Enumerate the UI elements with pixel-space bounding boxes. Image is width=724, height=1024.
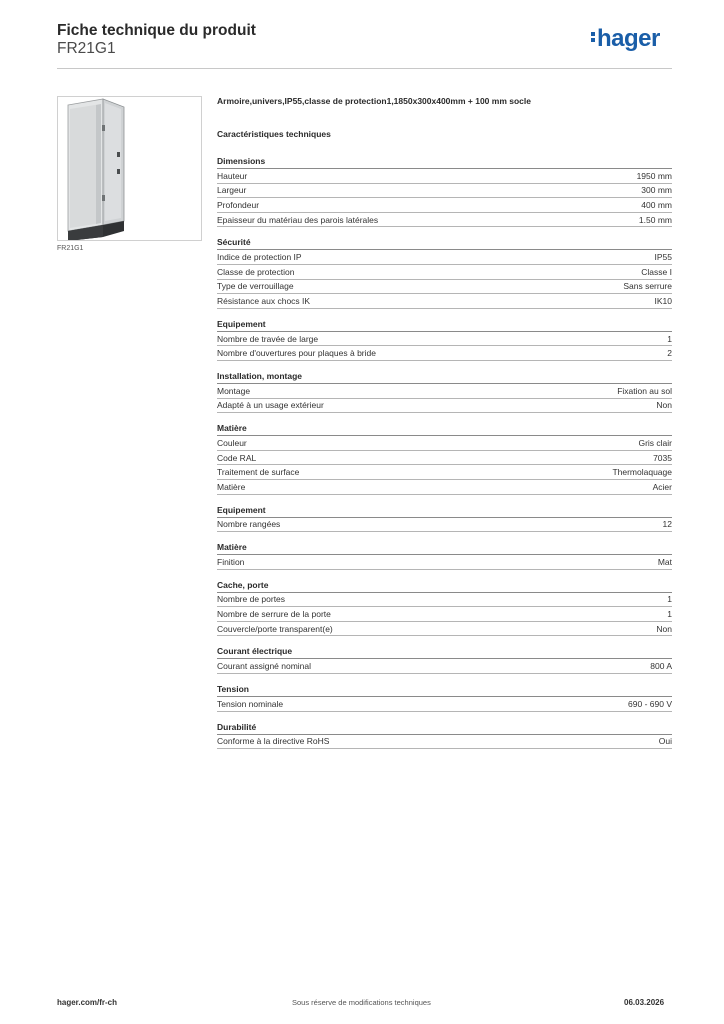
spec-label: Hauteur bbox=[217, 170, 248, 181]
spec-label: Nombre rangées bbox=[217, 519, 281, 530]
spec-row bbox=[217, 697, 672, 712]
spec-label: Traitement de surface bbox=[217, 467, 300, 478]
tech-characteristics-heading: Caractéristiques techniques bbox=[217, 129, 331, 139]
spec-row bbox=[217, 451, 672, 466]
spec-value: IP55 bbox=[654, 252, 672, 263]
spec-value: 1 bbox=[667, 333, 672, 344]
spec-label: Nombre de travée de large bbox=[217, 333, 319, 344]
spec-row bbox=[217, 593, 672, 608]
spec-row bbox=[217, 607, 672, 622]
spec-value: 1.50 mm bbox=[638, 214, 672, 225]
spec-label: Couleur bbox=[217, 437, 247, 448]
product-reference: FR21G1 bbox=[57, 40, 116, 57]
spec-label: Largeur bbox=[217, 185, 247, 196]
spec-row bbox=[217, 294, 672, 309]
section-title: Equipement bbox=[217, 505, 672, 518]
spec-row bbox=[217, 213, 672, 228]
spec-section bbox=[217, 423, 672, 494]
footer-date: 06.03.2026 bbox=[624, 998, 665, 1007]
spec-row bbox=[217, 436, 672, 451]
spec-row bbox=[217, 384, 672, 399]
logo-dots-icon bbox=[591, 30, 596, 44]
spec-row bbox=[217, 332, 672, 347]
section-title: Matière bbox=[217, 542, 672, 555]
spec-value: Sans serrure bbox=[623, 281, 672, 292]
spec-row bbox=[217, 280, 672, 295]
section-title: Matière bbox=[217, 423, 672, 436]
spec-value: Fixation au sol bbox=[617, 385, 672, 396]
spec-label: Epaisseur du matériau des parois latérales bbox=[217, 214, 379, 225]
spec-label: Finition bbox=[217, 556, 245, 567]
spec-section bbox=[217, 319, 672, 361]
section-title: Equipement bbox=[217, 319, 672, 332]
spec-label: Adapté à un usage extérieur bbox=[217, 400, 324, 411]
footer-disclaimer: Sous réserve de modifications techniques bbox=[292, 998, 431, 1007]
spec-label: Couvercle/porte transparent(e) bbox=[217, 623, 333, 634]
spec-section bbox=[217, 684, 672, 712]
section-title: Courant électrique bbox=[217, 646, 672, 659]
logo-text: hager bbox=[597, 25, 660, 52]
spec-value: Non bbox=[656, 623, 672, 634]
section-title: Dimensions bbox=[217, 156, 672, 169]
spec-value: Thermolaquage bbox=[612, 467, 672, 478]
spec-value: Non bbox=[656, 400, 672, 411]
spec-label: Courant assigné nominal bbox=[217, 661, 312, 672]
spec-label: Profondeur bbox=[217, 199, 260, 210]
spec-row bbox=[217, 346, 672, 361]
section-title: Sécurité bbox=[217, 237, 672, 250]
spec-section bbox=[217, 646, 672, 674]
spec-row bbox=[217, 399, 672, 414]
header-divider bbox=[57, 68, 672, 69]
spec-section bbox=[217, 156, 672, 227]
spec-label: Nombre de portes bbox=[217, 594, 286, 605]
spec-label: Nombre de serrure de la porte bbox=[217, 609, 331, 620]
spec-value: Gris clair bbox=[638, 437, 672, 448]
spec-value: Mat bbox=[657, 556, 672, 567]
spec-label: Résistance aux chocs IK bbox=[217, 295, 311, 306]
spec-row bbox=[217, 659, 672, 674]
spec-row bbox=[217, 465, 672, 480]
footer-website: hager.com/fr-ch bbox=[57, 998, 118, 1007]
spec-value: 300 mm bbox=[641, 185, 672, 196]
spec-section bbox=[217, 580, 672, 637]
spec-section bbox=[217, 505, 672, 533]
spec-row bbox=[217, 480, 672, 495]
section-title: Durabilité bbox=[217, 722, 672, 735]
spec-section bbox=[217, 371, 672, 413]
spec-row bbox=[217, 555, 672, 570]
spec-value: 800 A bbox=[650, 661, 672, 672]
section-title: Cache, porte bbox=[217, 580, 672, 593]
spec-label: Montage bbox=[217, 385, 251, 396]
spec-label: Indice de protection IP bbox=[217, 252, 302, 263]
spec-row bbox=[217, 198, 672, 213]
spec-label: Code RAL bbox=[217, 452, 257, 463]
section-title: Installation, montage bbox=[217, 371, 672, 384]
spec-row bbox=[217, 250, 672, 265]
product-description: Armoire,univers,IP55,classe de protection1,1850x300x400mm + 100 mm socle bbox=[217, 96, 531, 106]
spec-value: 2 bbox=[667, 348, 672, 359]
spec-value: 12 bbox=[662, 519, 672, 530]
spec-value: IK10 bbox=[654, 295, 672, 306]
image-caption: FR21G1 bbox=[57, 245, 84, 252]
hager-logo bbox=[591, 27, 660, 51]
spec-value: 400 mm bbox=[641, 199, 672, 210]
spec-section bbox=[217, 237, 672, 308]
spec-sections bbox=[217, 156, 672, 749]
spec-value: Oui bbox=[658, 736, 672, 747]
spec-content bbox=[217, 96, 672, 759]
product-image bbox=[57, 96, 202, 241]
spec-row bbox=[217, 169, 672, 184]
spec-value: 1 bbox=[667, 609, 672, 620]
spec-label: Conforme à la directive RoHS bbox=[217, 736, 330, 747]
spec-row bbox=[217, 518, 672, 533]
spec-label: Classe de protection bbox=[217, 266, 295, 277]
spec-row bbox=[217, 622, 672, 637]
spec-value: 1 bbox=[667, 594, 672, 605]
spec-label: Type de verrouillage bbox=[217, 281, 294, 292]
spec-value: 1950 mm bbox=[636, 170, 672, 181]
cabinet-illustration bbox=[58, 97, 201, 240]
spec-value: Classe I bbox=[641, 266, 672, 277]
spec-label: Nombre d'ouvertures pour plaques à bride bbox=[217, 348, 376, 359]
spec-row bbox=[217, 184, 672, 199]
document-title: Fiche technique du produit bbox=[57, 22, 256, 39]
spec-value: Acier bbox=[652, 481, 672, 492]
spec-label: Tension nominale bbox=[217, 698, 284, 709]
spec-row bbox=[217, 265, 672, 280]
spec-row bbox=[217, 735, 672, 750]
spec-section bbox=[217, 542, 672, 570]
spec-section bbox=[217, 722, 672, 750]
spec-label: Matière bbox=[217, 481, 246, 492]
spec-value: 7035 bbox=[653, 452, 672, 463]
spec-value: 690 - 690 V bbox=[628, 698, 672, 709]
section-title: Tension bbox=[217, 684, 672, 697]
